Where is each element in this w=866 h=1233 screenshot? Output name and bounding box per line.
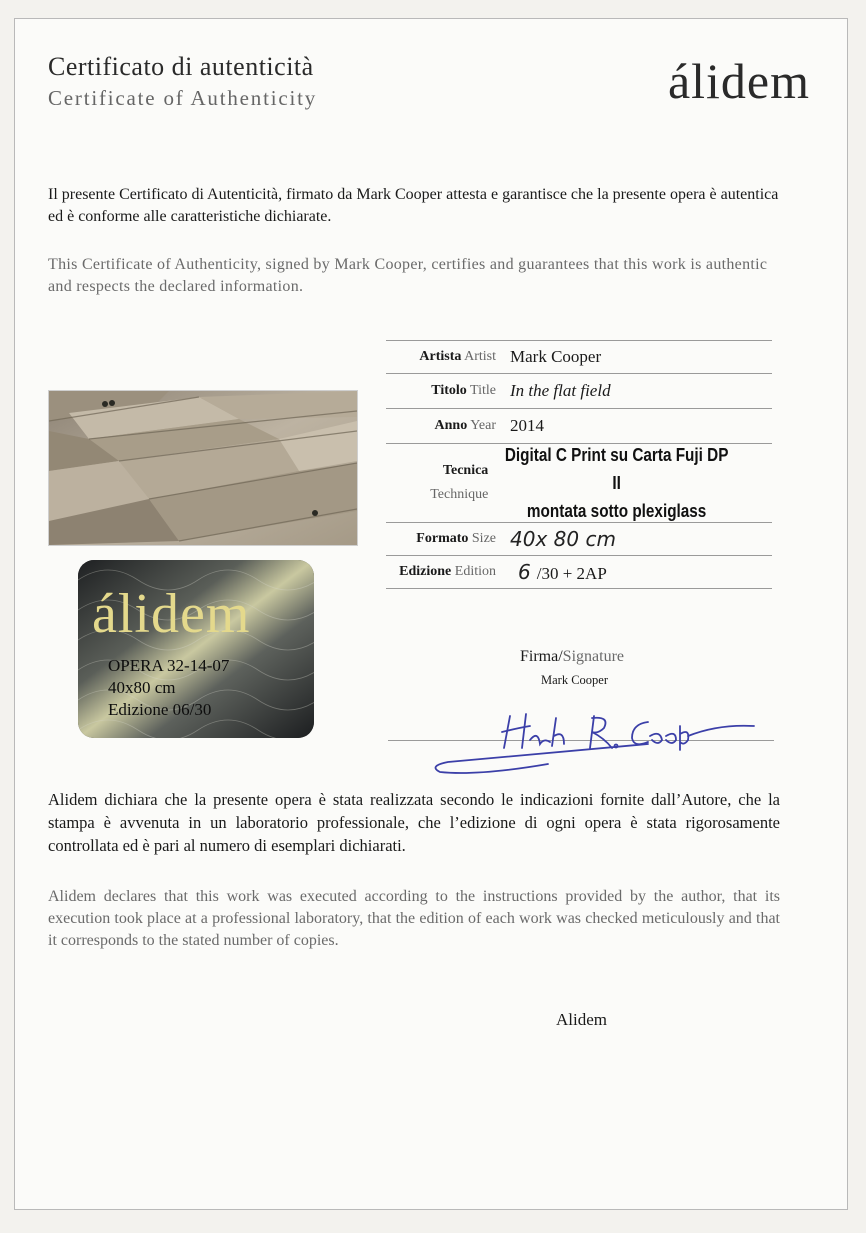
edition-label: Edizione Edition <box>399 564 496 579</box>
title-value: In the flat field <box>510 381 611 400</box>
declaration-italian: Alidem dichiara che la presente opera è stata realizzata secondo le indicazioni fornite dall’Autore, che la stampa è avvenuta in un laboratorio professionale, che l’edizione di ogni opera è stata rigorosamente controllata ed è pari al numero di esemplari dichiarati. <box>48 790 780 855</box>
declaration-english: Alidem declares that this work was executed according to the instructions provided by the author, that its execution took place at a professional laboratory, that the edition of each work was checked meticulously and that it corresponds to the stated number of copies. <box>48 888 780 949</box>
artist-row <box>386 340 772 373</box>
intro-english: This Certificate of Authenticity, signed by Mark Cooper, certifies and guarantees that this work is authentic and respects the declared information. <box>48 256 768 295</box>
technique-value: Digital C Print su Carta Fuji DP II montata sotto plexiglass <box>505 445 729 521</box>
size-row <box>386 522 772 555</box>
details-table <box>386 340 772 589</box>
hologram-logo: álidem <box>92 583 251 645</box>
year-row <box>386 408 772 443</box>
hologram-seal <box>78 560 314 738</box>
year-label: Anno Year <box>434 418 496 433</box>
size-label: Formato Size <box>416 531 496 546</box>
edition-number: 6 <box>518 560 531 584</box>
hologram-code: OPERA 32-14-07 <box>108 656 230 675</box>
year-value: 2014 <box>510 416 544 435</box>
closing-signature: Alidem <box>556 1010 607 1029</box>
hologram-edition: Edizione 06/30 <box>108 700 212 719</box>
title-english: Certificate of Authenticity <box>48 86 318 110</box>
edition-value <box>510 560 607 584</box>
size-value: 40x 80 cm <box>510 527 616 551</box>
hologram-size: 40x80 cm <box>108 678 176 697</box>
artist-label: Artista Artist <box>419 349 496 364</box>
title-row <box>386 373 772 408</box>
handwritten-signature <box>418 690 778 782</box>
technique-label: Tecnica Technique <box>430 463 489 502</box>
alidem-logo: álidem <box>667 53 810 109</box>
artist-value: Mark Cooper <box>510 347 602 366</box>
title-italian: Certificato di autenticità <box>48 52 314 81</box>
technique-row <box>386 443 772 522</box>
signature-label: Firma/Signature <box>520 648 624 665</box>
title-label: Titolo Title <box>431 383 496 398</box>
signatory-name: Mark Cooper <box>541 673 608 687</box>
artwork-photo <box>48 390 358 546</box>
edition-row <box>386 555 772 589</box>
edition-total: /30 + 2AP <box>536 564 607 583</box>
intro-italian: Il presente Certificato di Autenticità, firmato da Mark Cooper attesta e garantisce che la presente opera è autentica ed è conforme alle caratteristiche dichiarate. <box>48 186 779 225</box>
